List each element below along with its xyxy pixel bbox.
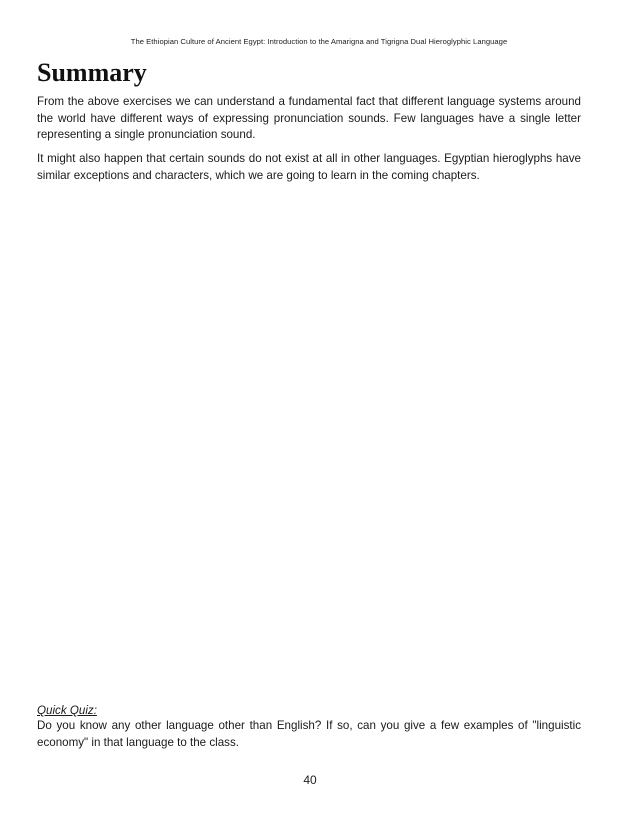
quiz-question: Do you know any other language other than English? If so, can you give a few examples of "linguistic economy" in that language to the class. [37, 719, 581, 749]
quiz-heading: Quick Quiz: [37, 704, 97, 717]
summary-paragraph-1: From the above exercises we can understand a fundamental fact that different language systems around the world have different ways of expressing pronunciation sounds. Few languages have a single letter representing a single pronunciation sound. [37, 95, 581, 141]
section-title: Summary [37, 58, 147, 87]
summary-paragraph-2: It might also happen that certain sounds do not exist at all in other languages. Egyptian hieroglyphs have similar exceptions and characters, which we are going to learn in the coming chapters. [37, 152, 581, 182]
page-number: 40 [303, 773, 317, 787]
running-header: The Ethiopian Culture of Ancient Egypt: Introduction to the Amarigna and Tigrigna Dual Hieroglyphic Language [130, 37, 508, 46]
